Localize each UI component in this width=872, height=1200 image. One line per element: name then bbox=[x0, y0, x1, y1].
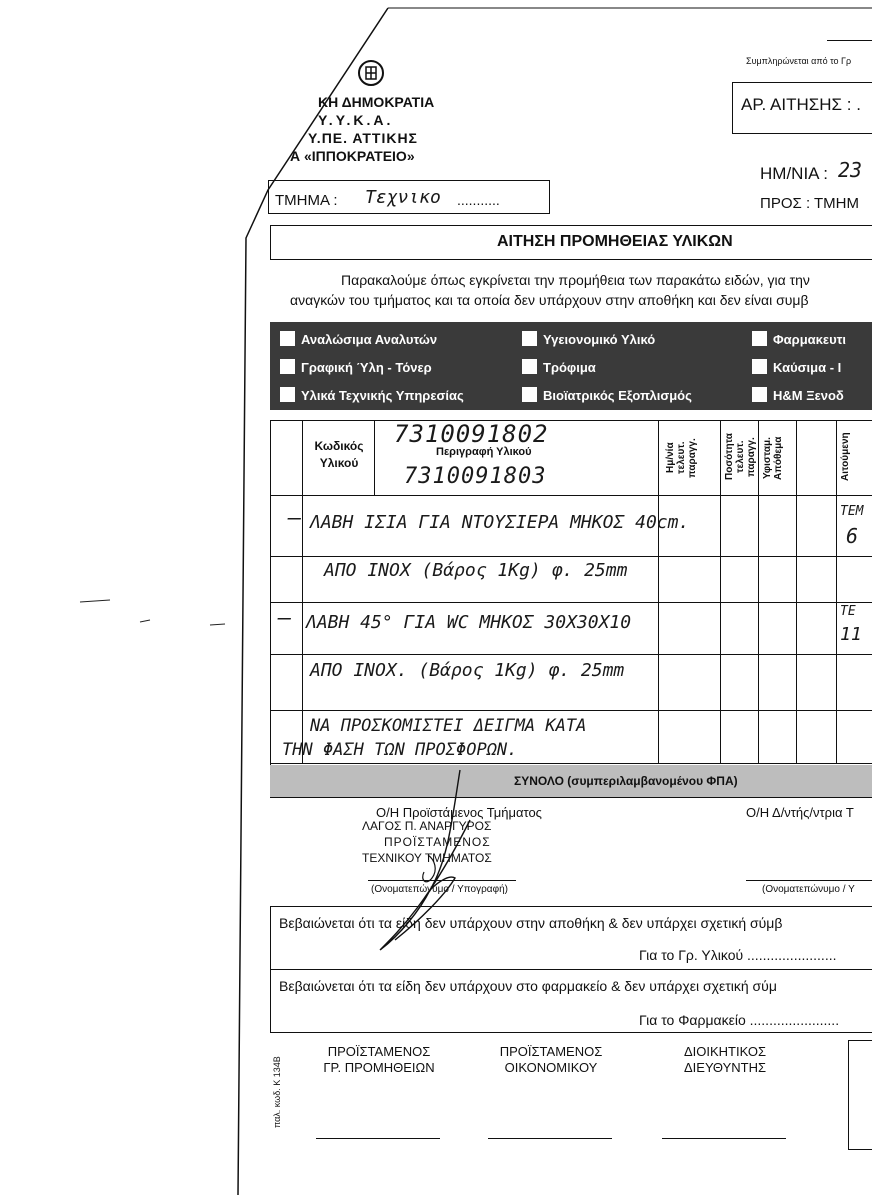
top-right-note: Συμπληρώνεται από το Γρ bbox=[746, 56, 852, 66]
handwritten-code-2: 7310091803 bbox=[404, 464, 547, 489]
row-1-dash: – bbox=[288, 506, 302, 531]
row-2-text: ΑΠΟ ΙΝΟΧ (Βάρος 1Kg) φ. 25mm bbox=[324, 560, 628, 581]
warehouse-confirmation-text: Βεβαιώνεται ότι τα είδη δεν υπάρχουν στην αποθήκη & δεν υπάρχει σχετική σύμβ bbox=[279, 915, 783, 931]
form-title: ΑΙΤΗΣΗ ΠΡΟΜΗΘΕΙΑΣ ΥΛΙΚΩΝ bbox=[497, 233, 733, 250]
warehouse-confirmation-box bbox=[270, 906, 872, 970]
row-1-text: ΛΑΒΗ ΙΣΙΑ ΓΙΑ ΝΤΟΥΣΙΕΡΑ ΜΗΚΟΣ 40cm. bbox=[310, 512, 690, 533]
checkbox-icon[interactable] bbox=[752, 331, 767, 346]
right-signature-caption: (Ονοματεπώνυμο / Υ bbox=[762, 884, 855, 895]
total-label: ΣΥΝΟΛΟ (συμπεριλαμβανομένου ΦΠΑ) bbox=[514, 774, 738, 788]
col-description-header: Περιγραφή Υλικού bbox=[436, 446, 532, 458]
org-line-4: Α «ΙΠΠΟΚΡΑΤΕΙΟ» bbox=[290, 148, 415, 164]
row-4-text: ΑΠΟ ΙΝΟΧ. (Βάρος 1Kg) φ. 25mm bbox=[310, 660, 625, 681]
category-checkbox-8[interactable]: Καύσιμα - Ι bbox=[752, 359, 841, 375]
checkbox-icon[interactable] bbox=[522, 359, 537, 374]
left-signature-title: Ο/Η Προϊστάμενος Τμήματος bbox=[376, 805, 542, 820]
pharmacy-confirmation-text: Βεβαιώνεται ότι τα είδη δεν υπάρχουν στο φαρμακείο & δεν υπάρχει σχετική σύμ bbox=[279, 978, 777, 994]
dept-dots: ........... bbox=[457, 192, 500, 208]
category-checkbox-1[interactable]: Αναλώσιμα Αναλυτών bbox=[280, 331, 437, 347]
pharmacy-confirmation-for: Για το Φαρμακείο ....................... bbox=[639, 1012, 840, 1028]
approval-finance bbox=[486, 1044, 616, 1076]
intro-line-1: Παρακαλούμε όπως εγκρίνεται την προμήθεια των παρακάτω ειδών, για την bbox=[341, 272, 810, 288]
approval-director-dept: ΔΙΕΥΘΥΝΤΗΣ bbox=[683, 1060, 767, 1075]
dept-value: Τεχνικο bbox=[365, 187, 441, 208]
org-line-2: Υ.Υ.Κ.Α. bbox=[318, 112, 394, 128]
approval-line-1 bbox=[316, 1138, 440, 1139]
request-no-box bbox=[732, 82, 872, 134]
checkbox-icon[interactable] bbox=[522, 331, 537, 346]
form-title-box bbox=[270, 225, 872, 260]
left-signature-caption: (Ονοματεπώνυμο / Υπογραφή) bbox=[371, 884, 508, 895]
checkbox-icon[interactable] bbox=[280, 331, 295, 346]
checkbox-icon[interactable] bbox=[280, 359, 295, 374]
row-3-dash: – bbox=[278, 606, 292, 631]
warehouse-confirmation-for: Για το Γρ. Υλικού ....................... bbox=[639, 947, 837, 963]
org-line-1: ΚΗ ΔΗΜΟΚΡΑΤΙΑ bbox=[318, 94, 435, 110]
org-line-3: Υ.ΠΕ. ΑΤΤΙΚΗΣ bbox=[308, 130, 418, 146]
category-checkbox-4[interactable]: Υγειονομικό Υλικό bbox=[522, 331, 655, 347]
category-checkbox-3[interactable]: Υλικά Τεχνικής Υπηρεσίας bbox=[280, 387, 464, 403]
category-checkbox-6[interactable]: Βιοϊατρικός Εξοπλισμός bbox=[522, 387, 692, 403]
checkbox-icon[interactable] bbox=[752, 359, 767, 374]
side-code: παλ. κωδ. Κ 134Β bbox=[272, 1056, 282, 1128]
row-5-text: ΝΑ ΠΡΟΣΚΟΜΙΣΤΕΙ ΔΕΙΓΜΑ ΚΑΤΑ bbox=[310, 716, 587, 736]
approval-stamp-box bbox=[848, 1040, 872, 1150]
approval-line-2 bbox=[488, 1138, 612, 1139]
category-checkbox-7[interactable]: Φαρμακευτι bbox=[752, 331, 846, 347]
col-last-qty-header: Ποσότητα τελευτ. παραγγ. bbox=[724, 433, 757, 481]
checkbox-icon[interactable] bbox=[522, 387, 537, 402]
right-signature-title: Ο/Η Δ/ντής/ντρια Τ bbox=[746, 805, 854, 820]
row-1-qty: 6 bbox=[846, 524, 859, 548]
category-checkbox-2[interactable]: Γραφική Ύλη - Τόνερ bbox=[280, 359, 432, 375]
row-1-unit: ΤΕΜ bbox=[840, 504, 864, 519]
date-label: ΗΜ/ΝΙΑ : bbox=[760, 164, 829, 183]
emblem-icon bbox=[358, 58, 384, 88]
row-3-text: ΛΑΒΗ 45° ΓΙΑ WC ΜΗΚΟΣ 30Χ30Χ10 bbox=[306, 612, 632, 633]
stamp-line-2: ΠΡΟΪΣΤΑΜΕΝΟΣ bbox=[384, 835, 491, 849]
category-checkbox-5[interactable]: Τρόφιμα bbox=[522, 359, 596, 375]
handwritten-code-1: 7310091802 bbox=[394, 420, 549, 448]
pharmacy-confirmation-box bbox=[270, 968, 872, 1033]
approval-finance-dept: ΟΙΚΟΝΟΜΙΚΟΥ bbox=[504, 1060, 598, 1075]
department-box bbox=[268, 180, 550, 214]
approval-procurement-title: ΠΡΟΪΣΤΑΜΕΝΟΣ bbox=[327, 1044, 431, 1059]
checkbox-icon[interactable] bbox=[752, 387, 767, 402]
row-3-qty: 11 bbox=[840, 624, 862, 645]
approval-director bbox=[660, 1044, 790, 1076]
category-checkbox-9[interactable]: Η&Μ Ξενοδ bbox=[752, 387, 844, 403]
approval-line-3 bbox=[662, 1138, 786, 1139]
col-stock-header: Υφισταμ. Απόθεμα bbox=[762, 436, 784, 480]
col-requested-header: Αιτούμενη bbox=[840, 432, 851, 482]
items-table bbox=[270, 420, 872, 798]
to-label: ΠΡΟΣ : ΤΜΗΜ bbox=[760, 195, 859, 212]
col-code-header: Κωδικός Υλικού bbox=[314, 439, 364, 470]
stamp-line-1: ΛΑΓΟΣ Π. ΑΝΑΡΓΥΡΟΣ bbox=[362, 819, 492, 833]
greek-emblem bbox=[358, 58, 384, 93]
top-mark bbox=[827, 40, 872, 41]
dept-label: ΤΜΗΜΑ : bbox=[275, 192, 338, 209]
checkbox-icon[interactable] bbox=[280, 387, 295, 402]
stamp-line-3: ΤΕΧΝΙΚΟΥ ΤΜΗΜΑΤΟΣ bbox=[362, 851, 492, 865]
row-3-unit: ΤΕ bbox=[840, 604, 856, 619]
intro-line-2: αναγκών του τμήματος και τα οποία δεν υπάρχουν στην αποθήκη και δεν είναι συμβ bbox=[290, 292, 809, 308]
request-no-label: ΑΡ. ΑΙΤΗΣΗΣ : . bbox=[741, 95, 861, 114]
row-6-text: ΤΗΝ ΦΑΣΗ ΤΩΝ ΠΡΟΣΦΟΡΩΝ. bbox=[282, 740, 518, 760]
approval-procurement-dept: ΓΡ. ΠΡΟΜΗΘΕΙΩΝ bbox=[323, 1060, 435, 1075]
right-signature-line bbox=[746, 880, 872, 881]
approval-procurement bbox=[314, 1044, 444, 1076]
categories-band bbox=[270, 322, 872, 410]
col-last-date-header: Ημ/νία τελευτ. παραγγ. bbox=[665, 438, 698, 478]
approval-finance-title: ΠΡΟΪΣΤΑΜΕΝΟΣ bbox=[499, 1044, 603, 1059]
date-value: 23 bbox=[838, 158, 863, 182]
approval-director-title: ΔΙΟΙΚΗΤΙΚΟΣ bbox=[683, 1044, 767, 1059]
